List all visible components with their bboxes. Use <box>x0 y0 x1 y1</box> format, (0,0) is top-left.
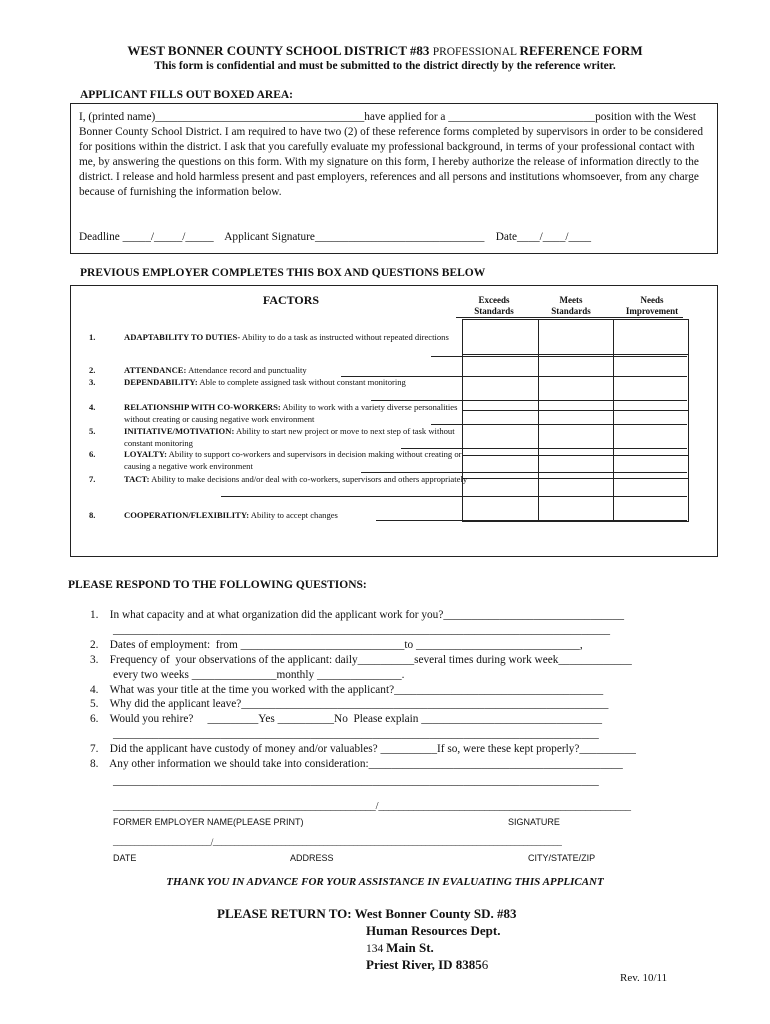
question-3-continued[interactable]: every two weeks _______________monthly _______________. <box>113 669 405 681</box>
col-exceeds-label: Exceeds Standards <box>474 295 514 316</box>
applicant-box <box>70 103 718 254</box>
date-address-line[interactable]: _______________________/__________________________________________________________________________________ <box>113 838 562 848</box>
row-underline <box>376 520 687 521</box>
city-name: Priest River, ID 8385 <box>366 957 482 972</box>
factor-desc: Able to complete assigned task without constant monitoring <box>197 377 406 387</box>
factor-desc: Attendance record and punctuality <box>186 365 307 375</box>
question-6[interactable]: 6. Would you rehire? _________Yes __________No Please explain ________________________________ <box>90 713 603 725</box>
employer-name-label: FORMER EMPLOYER NAME(PLEASE PRINT) <box>113 817 304 827</box>
col-needs-label: Needs Improvement <box>625 295 679 316</box>
factor-desc: Ability to accept changes <box>249 510 338 520</box>
return-street <box>366 940 434 956</box>
factor-name: INITIATIVE/MOTIVATION: <box>124 426 235 436</box>
question-5[interactable]: 5. Why did the applicant leave?_________________________________________________________________ <box>90 698 609 710</box>
question-1-continued[interactable]: ________________________________________________________________________________________ <box>113 624 611 636</box>
factor-name: RELATIONSHIP WITH CO-WORKERS: <box>124 402 281 412</box>
factor-desc: Ability to make decisions and/or deal with co-workers, supervisors and others appropriately <box>149 474 468 484</box>
question-1[interactable]: 1. In what capacity and at what organization did the applicant work for you?________________________________ <box>90 609 625 621</box>
row-underline <box>371 400 687 401</box>
question-6-continued[interactable]: ______________________________________________________________________________________ <box>113 728 599 740</box>
factor-desc: Ability to support co-workers and supervisors in decision making without creating or causing a negative work environment <box>124 449 462 471</box>
title-part1: WEST BONNER COUNTY SCHOOL DISTRICT #83 <box>127 43 433 58</box>
row-underline <box>341 376 687 377</box>
return-to-line: PLEASE RETURN TO: West Bonner County SD. #83 <box>217 906 517 921</box>
return-dept: Human Resources Dept. <box>366 923 501 938</box>
row-underline <box>361 472 687 473</box>
employer-section-heading: PREVIOUS EMPLOYER COMPLETES THIS BOX AND QUESTIONS BELOW <box>80 267 486 279</box>
zip-tail: 6 <box>481 957 489 972</box>
factor-name: LOYALTY: <box>124 449 167 459</box>
grid-divider <box>613 320 614 521</box>
factor-name: ADAPTABILITY TO DUTIES- <box>124 332 241 342</box>
factor-number: 7. <box>89 474 96 484</box>
rating-grid <box>462 319 689 522</box>
grid-divider <box>463 354 688 355</box>
factor-number: 4. <box>89 402 96 412</box>
factor-number: 6. <box>89 449 96 459</box>
title-small: PROFESSIONAL <box>432 46 520 58</box>
factor-number: 1. <box>89 332 96 342</box>
employer-name-signature-line[interactable]: ____________________________________________________/__________________________________________________ <box>113 801 631 812</box>
question-4[interactable]: 4. What was your title at the time you worked with the applicant?_____________________________________ <box>90 684 604 696</box>
factor-name: DEPENDABILITY: <box>124 377 198 387</box>
question-7[interactable]: 7. Did the applicant have custody of money and/or valuables? __________If so, were these kept properly?__________ <box>90 743 636 755</box>
applicant-section-heading: APPLICANT FILLS OUT BOXED AREA: <box>80 89 294 101</box>
factor-number: 5. <box>89 426 96 436</box>
questions-heading: PLEASE RESPOND TO THE FOLLOWING QUESTIONS: <box>68 579 367 591</box>
street-name: Main St. <box>386 940 434 955</box>
signature-label: SIGNATURE <box>508 817 560 827</box>
thank-you-note: THANK YOU IN ADVANCE FOR YOUR ASSISTANCE IN EVALUATING THIS APPLICANT <box>166 876 604 888</box>
factor-desc: Ability to start new project or move to next step of task without constant monitoring <box>124 426 455 448</box>
grid-divider <box>463 410 688 411</box>
street-number: 134 <box>366 943 387 955</box>
factor-name: ATTENDANCE: <box>124 365 187 375</box>
row-underline <box>431 424 687 425</box>
grid-divider <box>463 478 688 479</box>
factor-number: 8. <box>89 510 96 520</box>
factor-number: 2. <box>89 365 96 375</box>
factor-name: TACT: <box>124 474 150 484</box>
factor-desc: Ability to do a task as instructed without repeated directions <box>240 332 449 342</box>
question-2[interactable]: 2. Dates of employment: from _____________________________to _____________________________, <box>90 639 583 651</box>
col-exceeds-standards <box>459 295 529 317</box>
deadline-signature-line[interactable]: Deadline _____/_____/_____ Applicant Signature______________________________ Date____/____/____ <box>79 231 592 243</box>
question-8-continued[interactable]: ______________________________________________________________________________________ <box>113 775 599 787</box>
row-underline <box>221 496 687 497</box>
col-meets-standards <box>536 295 606 317</box>
date-label: DATE <box>113 853 137 863</box>
city-state-zip-label: CITY/STATE/ZIP <box>528 853 596 863</box>
factor-name: COOPERATION/FLEXIBILITY: <box>124 510 250 520</box>
form-subtitle: This form is confidential and must be submitted to the district directly by the reference writer. <box>154 60 616 72</box>
revision-label: Rev. 10/11 <box>620 972 668 984</box>
col-needs-improvement <box>612 295 692 317</box>
question-3[interactable]: 3. Frequency of your observations of the applicant: daily__________several times during work week_____________ <box>90 654 632 666</box>
factors-box <box>70 285 718 557</box>
factor-desc: Ability to work with a variety diverse personalities without creating or causing negative work environment <box>124 402 458 424</box>
factors-heading: FACTORS <box>262 293 320 307</box>
form-title <box>0 43 770 59</box>
title-part2: REFERENCE FORM <box>519 43 643 58</box>
row-underline <box>401 448 687 449</box>
address-label: ADDRESS <box>290 853 334 863</box>
row-underline <box>431 356 687 357</box>
grid-divider <box>538 320 539 521</box>
applicant-intro-text[interactable]: I, (printed name)_____________________________________have applied for a __________________________position with the West Bonner County School District. I am required to have two (2) of these reference forms completed by supervisors in order to be considered for positions within the district. I ask that you carefully evaluate my professional background, in terms of your professional contact with me, by answering the questions on this form. With my signature on this form, I hereby authorize the release of information directly to the district. I release and hold harmless present and past employers, references and all persons and institutions whomsoever, from any charge because of furnishing the information below. <box>79 111 703 199</box>
return-city <box>366 957 488 973</box>
factor-number: 3. <box>89 377 96 387</box>
question-8[interactable]: 8. Any other information we should take into consideration:_____________________________________________ <box>90 758 623 770</box>
grid-divider <box>463 455 688 456</box>
col-meets-label: Meets Standards <box>551 295 591 316</box>
column-header-underline <box>456 317 683 318</box>
